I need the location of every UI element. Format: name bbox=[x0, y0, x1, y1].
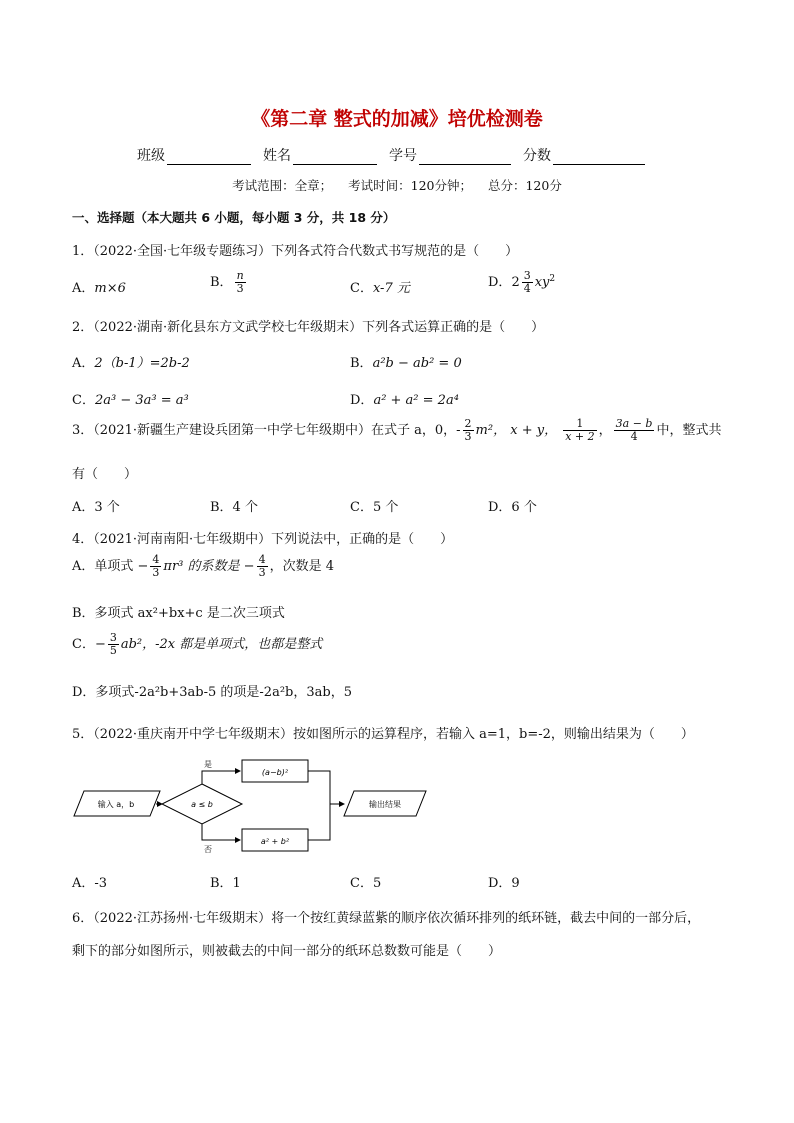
question-6-stem-line1: 6．（2022·江苏扬州·七年级期末）将一个按红黄绿蓝紫的顺序依次循环排列的纸环链，截去中间的一部分后， bbox=[72, 911, 701, 926]
flow-yes-label: 是 bbox=[204, 760, 212, 769]
name-field[interactable]: 姓名 bbox=[263, 145, 377, 165]
class-field[interactable]: 班级 bbox=[137, 145, 251, 165]
flow-input-label: 输入 a，b bbox=[97, 800, 135, 809]
q1-option-b[interactable]: B． $\frac{n}{3}$ bbox=[210, 269, 244, 296]
q5-option-c[interactable]: C．5 bbox=[350, 876, 382, 891]
question-3-stem-cont: 有（ ） bbox=[72, 467, 138, 482]
flowchart-diagram bbox=[72, 756, 452, 856]
question-3-stem: 3．（2021·新疆生产建设兵团第一中学七年级期中）在式子 a，0，- $\frac{2}{3}$ m²， x + y， $\frac{1}{x + 2}$ ， $\frac{3a - b}{4}$ 中，整式共 bbox=[72, 417, 722, 444]
exam-total: 总分：120分 bbox=[487, 178, 562, 193]
q3-option-a[interactable]: A．3 个 bbox=[72, 500, 120, 515]
q2-option-c[interactable]: C．2a³ − 3a³ = a³ bbox=[72, 393, 189, 408]
section-heading: 一、选择题（本大题共 6 小题，每小题 3 分，共 18 分） bbox=[72, 210, 396, 225]
q2-option-a[interactable]: A．2（b-1）=2b-2 bbox=[72, 356, 190, 371]
q4-option-b[interactable]: B．多项式 ax²+bx+c 是二次三项式 bbox=[72, 606, 285, 621]
question-6-stem-line2: 剩下的部分如图所示，则被截去的中间一部分的纸环总数数可能是（ ） bbox=[72, 944, 502, 959]
question-2-stem: 2．（2022·湖南·新化县东方文武学校七年级期末）下列各式运算正确的是（ ） bbox=[72, 320, 545, 335]
q1-option-a[interactable]: A．m×6 bbox=[72, 281, 126, 296]
score-field[interactable]: 分数 bbox=[523, 145, 645, 165]
q3-option-b[interactable]: B．4 个 bbox=[210, 500, 258, 515]
q5-option-a[interactable]: A．-3 bbox=[72, 876, 108, 891]
flow-no-label: 否 bbox=[204, 845, 212, 854]
q1-option-c[interactable]: C．x-7 元 bbox=[350, 281, 410, 296]
q5-option-b[interactable]: B．1 bbox=[210, 876, 241, 891]
q4-option-d[interactable]: D．多项式-2a²b+3ab-5 的项是-2a²b，3ab，5 bbox=[72, 685, 352, 700]
q2-option-b[interactable]: B．a²b − ab² = 0 bbox=[350, 356, 462, 371]
exam-meta bbox=[0, 176, 794, 194]
q5-option-d[interactable]: D．9 bbox=[488, 876, 520, 891]
flow-output-label: 输出结果 bbox=[369, 800, 401, 809]
flow-top-label: (a−b)² bbox=[261, 768, 289, 777]
q2-option-d[interactable]: D．a² + a² = 2a⁴ bbox=[350, 393, 459, 408]
flow-condition-label: a ≤ b bbox=[191, 800, 213, 809]
student-id-field[interactable]: 学号 bbox=[389, 145, 511, 165]
q3-option-c[interactable]: C．5 个 bbox=[350, 500, 399, 515]
exam-time: 考试时间：120分钟； bbox=[348, 178, 472, 193]
question-1-stem: 1．（2022·全国·七年级专题练习）下列各式符合代数式书写规范的是（ ） bbox=[72, 244, 519, 259]
question-4-stem: 4．（2021·河南南阳·七年级期中）下列说法中，正确的是（ ） bbox=[72, 532, 454, 547]
page-title: 《第二章 整式的加减》培优检测卷 bbox=[251, 108, 543, 130]
student-info-line bbox=[137, 145, 653, 165]
flow-bottom-label: a² + b² bbox=[260, 837, 290, 846]
q4-option-a[interactable]: A．单项式 − $\frac{4}{3}$ πr³ 的系数是 − $\frac{4}{3}$ ，次数是 4 bbox=[72, 553, 334, 580]
q1-option-d[interactable]: D．2 $\frac{3}{4}$ $xy^2$ bbox=[488, 269, 556, 296]
q4-option-c[interactable]: C．− $\frac{3}{5}$ ab²，-2x 都是单项式，也都是整式 bbox=[72, 631, 323, 658]
q3-option-d[interactable]: D．6 个 bbox=[488, 500, 537, 515]
exam-range: 考试范围：全章； bbox=[232, 178, 333, 193]
question-5-stem: 5．（2022·重庆南开中学七年级期末）按如图所示的运算程序，若输入 a=1，b=-2，则输出结果为（ ） bbox=[72, 727, 694, 742]
